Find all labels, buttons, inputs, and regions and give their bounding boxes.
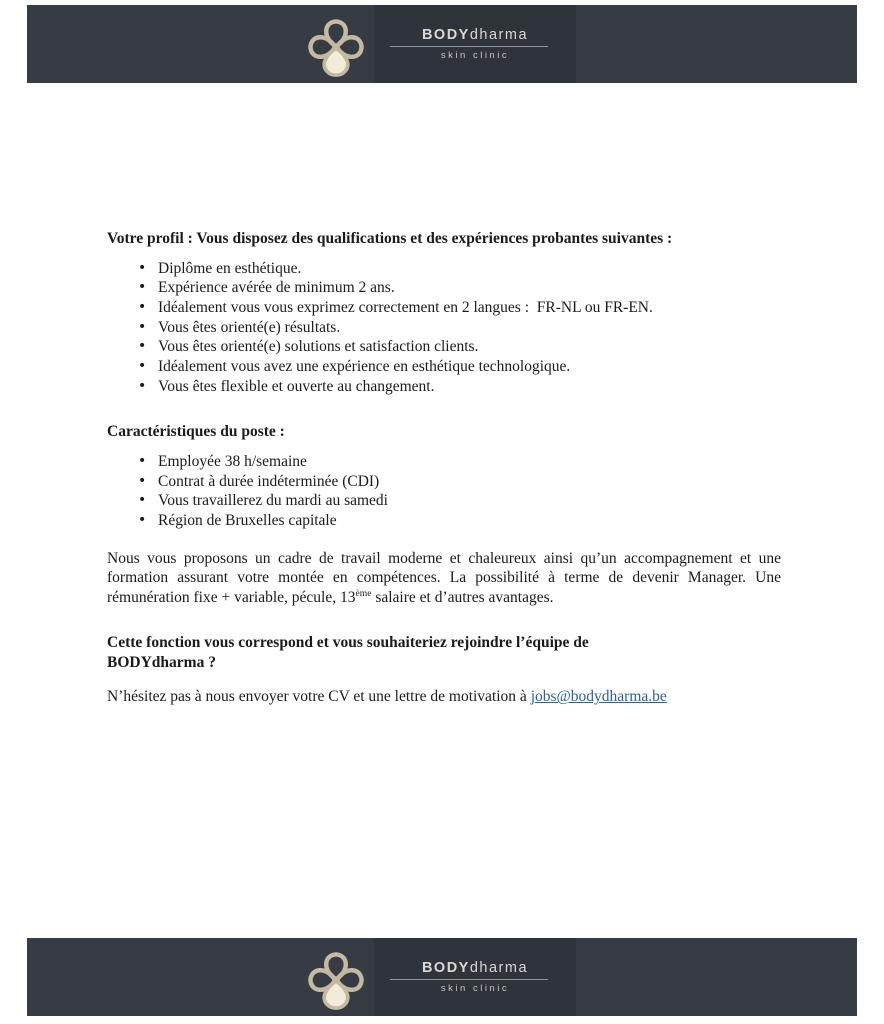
clover-drop-logo-icon	[308, 19, 364, 77]
header-band	[27, 5, 857, 83]
brand-rule-line	[390, 46, 548, 47]
profile-list-item: • Idéalement vous vous exprimez correctement en 2 langues : FR-NL ou FR-EN.	[107, 298, 781, 318]
clover-drop-logo-icon	[308, 952, 364, 1010]
poste-list-item: • Employée 38 h/semaine	[107, 452, 781, 472]
header-logo-wrap	[308, 5, 364, 83]
poste-section-heading: Caractéristiques du poste :	[107, 423, 285, 441]
cta-heading	[107, 633, 781, 672]
footer-logo-wrap	[308, 938, 364, 1016]
footer-brand-group	[308, 938, 576, 1016]
brand-name	[422, 960, 528, 976]
footer-band	[27, 938, 857, 1016]
profile-list-item: • Expérience avérée de minimum 2 ans.	[107, 278, 781, 298]
footer-brand-box	[374, 938, 576, 1016]
brand-name	[422, 27, 528, 43]
header-brand-group	[308, 5, 576, 83]
brand-tagline: skin clinic	[440, 983, 510, 994]
contact-line	[107, 687, 781, 707]
contact-text: N’hésitez pas à nous envoyer votre CV et une lettre de motivation à	[107, 688, 531, 706]
cta-heading-line1: Cette fonction vous correspond et vous souhaiteriez rejoindre l’équipe de	[107, 634, 589, 652]
profile-list-item: • Vous êtes orienté(e) solutions et satisfaction clients.	[107, 337, 781, 357]
document-content	[107, 229, 781, 722]
header-brand-box	[374, 5, 576, 83]
profile-list-item: • Idéalement vous avez une expérience en esthétique technologique.	[107, 357, 781, 377]
poste-list	[107, 452, 781, 531]
profile-list-item: • Vous êtes flexible et ouverte au changement.	[107, 377, 781, 397]
brand-rule-line	[390, 979, 548, 980]
brand-name-bold: BODY	[421, 960, 470, 976]
profile-list-item: • Diplôme en esthétique.	[107, 259, 781, 279]
poste-list-item: • Vous travaillerez du mardi au samedi	[107, 491, 781, 511]
poste-list-item: • Contrat à durée indéterminée (CDI)	[107, 472, 781, 492]
profile-list	[107, 259, 781, 397]
offer-text-before: Nous vous proposons un cadre de travail moderne et chaleureux ainsi qu’un accompagnement et une formation assurant votre montée en compétences. La possibilité à terme de devenir Manager. Une rémunération fixe + variable, pécule, 13	[107, 549, 781, 606]
brand-name-bold: BODY	[421, 27, 470, 43]
offer-text-after: salaire et d’autres avantages.	[371, 588, 554, 606]
brand-tagline: skin clinic	[440, 50, 510, 61]
offer-superscript: ème	[355, 587, 372, 599]
offer-paragraph	[107, 549, 781, 608]
profile-list-item: • Vous êtes orienté(e) résultats.	[107, 318, 781, 338]
cta-heading-line2: BODYdharma ?	[107, 653, 216, 671]
brand-name-light: dharma	[469, 27, 529, 43]
email-link[interactable]: jobs@bodydharma.be	[530, 688, 667, 706]
profile-section-heading: Votre profil : Vous disposez des qualifications et des expériences probantes suivantes :	[107, 230, 673, 247]
brand-name-light: dharma	[469, 960, 529, 976]
poste-list-item: • Région de Bruxelles capitale	[107, 511, 781, 531]
